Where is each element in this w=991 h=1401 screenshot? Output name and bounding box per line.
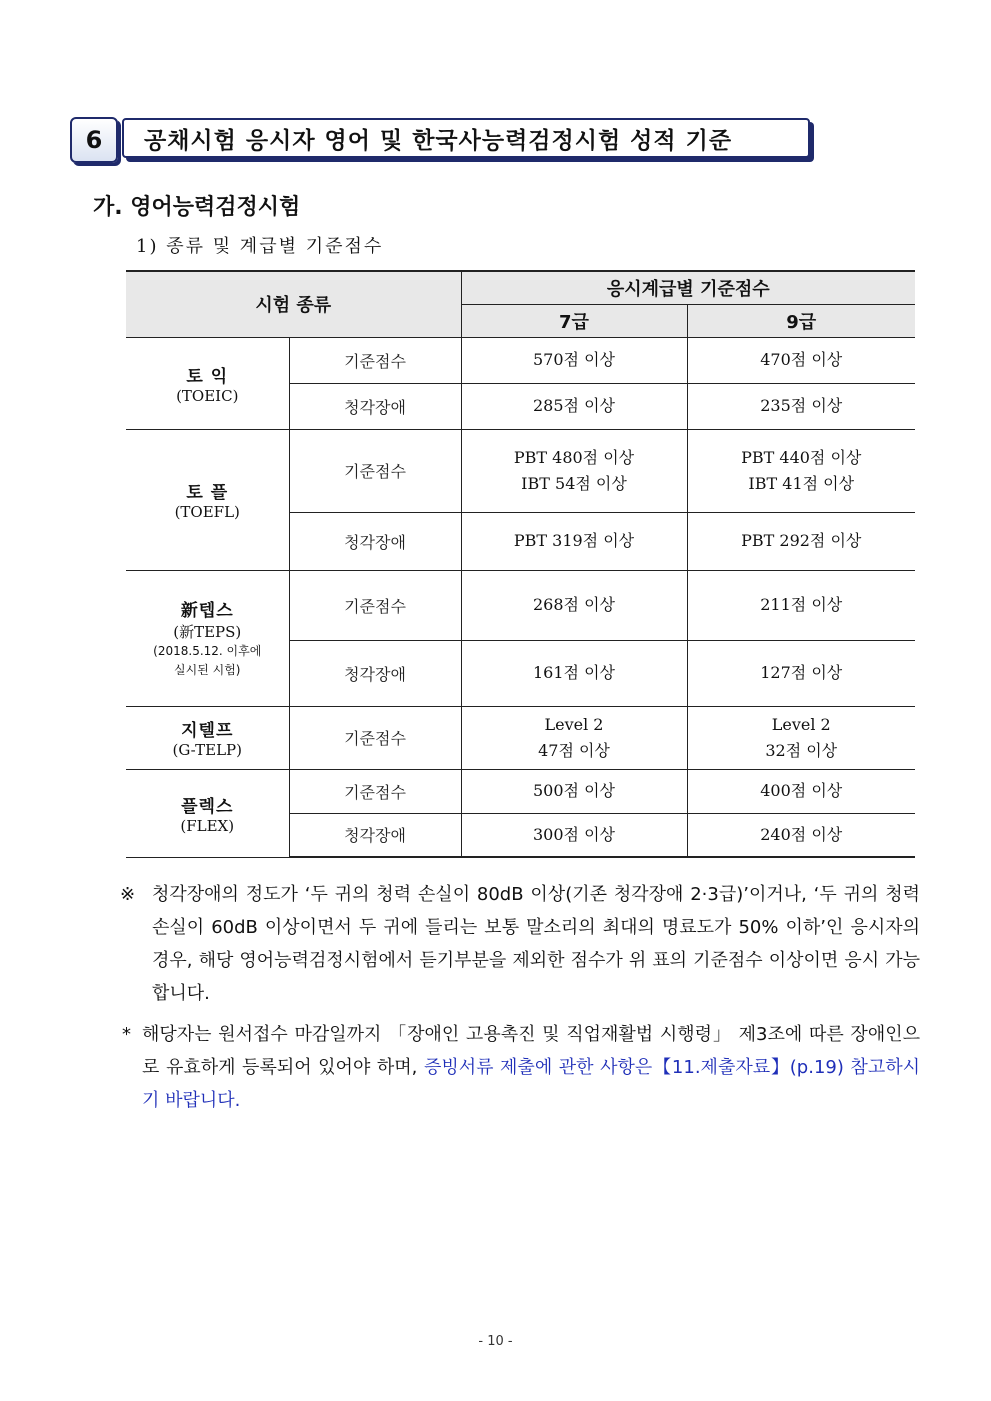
section-title xyxy=(122,118,810,158)
grade9-value: PBT 292점 이상 xyxy=(687,512,915,570)
asterisk-mark: * xyxy=(122,1024,131,1045)
test-name: 지텔프 xyxy=(181,721,234,741)
subsection-item: 1) 종류 및 계급별 기준점수 xyxy=(136,236,384,257)
grade9-value xyxy=(687,429,915,512)
value-line: 32점 이상 xyxy=(765,740,838,760)
note-body: 청각장애의 정도가 ‘두 귀의 청력 손실이 80dB 이상(기존 청각장애 2·3급)’이거나, ‘두 귀의 청력 손실이 60dB 이상이면서 두 귀에 들리는 보통 말소리의 최대의 명료도가 50% 이하’인 응시자의 경우, 해당 영어능력검정시험에서 듣기부분을 제외한 점수가 위 표의 기준점수 이상이면 응시 가능합니다. xyxy=(152,884,920,1004)
table-row xyxy=(126,429,915,512)
test-note: 실시된 시험) xyxy=(174,663,241,677)
grade9-value: 400점 이상 xyxy=(687,769,915,813)
note-hearing-impaired xyxy=(120,878,920,1010)
score-type: 기준점수 xyxy=(289,769,461,813)
header-grade7: 7급 xyxy=(461,304,687,337)
test-name: 플렉스 xyxy=(181,796,234,817)
reference-link-text: 증빙서류 제출에 관한 사항은【11.제출자료】(p.19) 참고하시기 바랍니다. xyxy=(142,1057,920,1111)
grade7-value: 268점 이상 xyxy=(461,570,687,640)
grade7-value: 300점 이상 xyxy=(461,813,687,857)
test-cell-flex xyxy=(126,769,289,857)
test-cell-gtelp xyxy=(126,706,289,769)
grade7-value: PBT 319점 이상 xyxy=(461,512,687,570)
grade7-value: 161점 이상 xyxy=(461,640,687,706)
grade7-value: 570점 이상 xyxy=(461,337,687,383)
value-line: IBT 41점 이상 xyxy=(748,473,855,493)
grade7-value: 500점 이상 xyxy=(461,769,687,813)
value-line: Level 2 xyxy=(771,714,831,734)
test-note: (2018.5.12. 이후에 xyxy=(153,644,262,658)
test-eng-name: (TOEIC) xyxy=(176,386,239,405)
test-name: 新텝스 xyxy=(180,601,234,621)
score-table xyxy=(126,270,915,858)
grade7-value xyxy=(461,706,687,769)
test-cell-teps xyxy=(126,570,289,706)
score-type: 청각장애 xyxy=(289,813,461,857)
header-grade9: 9급 xyxy=(687,304,915,337)
table-row xyxy=(126,769,915,813)
grade7-value xyxy=(461,429,687,512)
value-line: IBT 54점 이상 xyxy=(521,473,627,493)
section-number-badge: 6 xyxy=(70,117,118,163)
note-registration xyxy=(120,1018,920,1117)
grade9-value: 240점 이상 xyxy=(687,813,915,857)
grade7-value: 285점 이상 xyxy=(461,383,687,429)
score-type: 기준점수 xyxy=(289,706,461,769)
section-title-text: 공채시험 응시자 영어 및 한국사능력검정시험 성적 기준 xyxy=(144,127,733,154)
value-line: PBT 480점 이상 xyxy=(513,447,635,467)
note-text: 해당자는 원서접수 마감일까지 「장애인 고용촉진 및 직업재활법 시행령」 제3조에 따른 장애인으로 유효하게 등록되어 있어야 하며, xyxy=(142,1024,920,1078)
test-name: 토 플 xyxy=(186,483,229,503)
test-eng-name: (TOEFL) xyxy=(174,503,240,521)
grade9-value: 127점 이상 xyxy=(687,640,915,706)
test-cell-toeic xyxy=(126,337,289,429)
value-line: 47점 이상 xyxy=(538,740,610,760)
table-row xyxy=(126,570,915,640)
table-row xyxy=(126,337,915,383)
grade9-value xyxy=(687,706,915,769)
note-body xyxy=(120,1018,920,1117)
score-type: 기준점수 xyxy=(289,337,461,383)
test-eng-name: (新TEPS) xyxy=(173,623,242,641)
header-grade-group: 응시계급별 기준점수 xyxy=(461,271,915,304)
grade9-value: 470점 이상 xyxy=(687,337,915,383)
score-type: 기준점수 xyxy=(289,570,461,640)
score-type: 청각장애 xyxy=(289,640,461,706)
test-name: 토 익 xyxy=(186,366,229,387)
subsection-heading: 가. 영어능력검정시험 xyxy=(93,195,301,220)
test-eng-name: (G-TELP) xyxy=(172,741,242,759)
score-type: 청각장애 xyxy=(289,512,461,570)
reference-mark: ※ xyxy=(120,884,136,905)
table-row xyxy=(126,706,915,769)
page-number: - 10 - xyxy=(478,1334,513,1349)
score-type: 기준점수 xyxy=(289,429,461,512)
test-cell-toefl xyxy=(126,429,289,570)
value-line: PBT 440점 이상 xyxy=(741,447,862,467)
test-eng-name: (FLEX) xyxy=(180,816,235,835)
header-test-type: 시험 종류 xyxy=(126,271,461,337)
value-line: Level 2 xyxy=(544,714,604,734)
grade9-value: 211점 이상 xyxy=(687,570,915,640)
score-type: 청각장애 xyxy=(289,383,461,429)
grade9-value: 235점 이상 xyxy=(687,383,915,429)
